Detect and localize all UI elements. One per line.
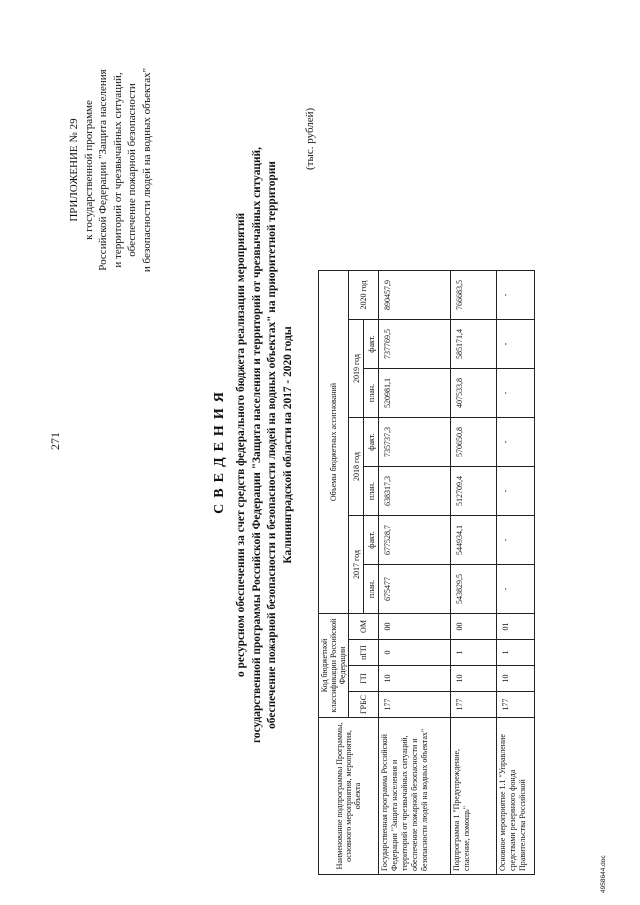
row-value: 520981,1 (379, 369, 451, 418)
row-name: Государственная программа Российской Федерации "Защита населения и территорий от чрезвычайных ситуаций, обеспечение пожарной безопасности и безопасности людей на водных объектах" (379, 718, 451, 875)
header-fact: факт. (364, 516, 379, 565)
header-year-2019: 2019 год (349, 320, 364, 418)
row-value: 737769,5 (379, 320, 451, 369)
row-code: 177 (379, 692, 451, 718)
row-code: 00 (451, 614, 497, 640)
row-name: Подпрограмма 1 "Предупреждение, спасение, помощь" (451, 718, 497, 875)
row-value: 638317,3 (379, 467, 451, 516)
header-plan: план. (364, 467, 379, 516)
table-row (379, 271, 451, 875)
appendix-line: обеспечение пожарной безопасности (126, 83, 138, 257)
subtitle-line: о ресурсном обеспечении за счет средств федерального бюджета реализации мероприятий (235, 212, 247, 678)
row-value: - (497, 418, 535, 467)
header-fact: факт. (364, 320, 379, 369)
header-plan: план. (364, 369, 379, 418)
row-value: 543829,5 (451, 565, 497, 614)
row-value: 890457,9 (379, 271, 451, 320)
appendix-line: и территорий от чрезвычайных ситуаций, (111, 72, 124, 268)
row-code: 177 (497, 692, 535, 718)
header-fact: факт. (364, 418, 379, 467)
header-year-2020: 2020 год (349, 271, 379, 320)
row-code: 00 (379, 614, 451, 640)
header-gp: ГП (349, 666, 379, 692)
row-value: 677528,7 (379, 516, 451, 565)
row-value: 585171,4 (451, 320, 497, 369)
subtitle-line: Калининградской области на 2017 - 2020 годы (281, 326, 294, 564)
row-value: - (497, 467, 535, 516)
page-number: 271 (48, 432, 62, 450)
document-title: СВЕДЕНИЯ (212, 386, 227, 514)
row-value: - (497, 271, 535, 320)
row-code: 1 (451, 640, 497, 666)
file-name-footer: 4958644.doc (600, 855, 607, 893)
appendix-line: Российской Федерации "Защита населения (97, 69, 109, 271)
appendix-block (67, 40, 154, 300)
header-grbs: ГРБС (349, 692, 379, 718)
row-code: 10 (379, 666, 451, 692)
row-value: - (497, 565, 535, 614)
header-pgp: пГП (349, 640, 379, 666)
budget-table (318, 270, 535, 875)
row-code: 1 (497, 640, 535, 666)
subtitle-line: государственной программы Российской Федерации "Защита населения и территорий от чрезвычайных ситуаций, (250, 147, 263, 743)
table-row (451, 271, 497, 875)
row-name: Основное мероприятие 1.1 "Управление средствами резервного фонда Правительства Российской (497, 718, 535, 875)
table-row (497, 271, 535, 875)
appendix-line: и безопасности людей на водных объектах" (140, 67, 153, 273)
row-value: - (497, 320, 535, 369)
row-value: 512709,4 (451, 467, 497, 516)
row-code: 01 (497, 614, 535, 640)
row-code: 0 (379, 640, 451, 666)
header-plan: план. (364, 565, 379, 614)
row-value: 735737,3 (379, 418, 451, 467)
row-code: 10 (451, 666, 497, 692)
row-code: 10 (497, 666, 535, 692)
header-volume-group: Объемы бюджетных ассигнований (319, 271, 349, 614)
header-om: ОМ (349, 614, 379, 640)
row-value: 544934,1 (451, 516, 497, 565)
row-value: 675477 (379, 565, 451, 614)
row-value: - (497, 369, 535, 418)
appendix-heading: ПРИЛОЖЕНИЕ № 29 (68, 118, 80, 222)
row-value: - (497, 516, 535, 565)
header-year-2017: 2017 год (349, 516, 364, 614)
units-label: (тыс. рублей) (304, 107, 316, 170)
row-code: 177 (451, 692, 497, 718)
subtitle-line: обеспечение пожарной безопасности и безопасности людей на водных объектах" на приоритетной территории (266, 161, 278, 729)
row-value: 766683,5 (451, 271, 497, 320)
header-year-2018: 2018 год (349, 418, 364, 516)
header-code-group: Код бюджетной классификации Российской Федерации (319, 614, 349, 718)
header-name: Наименование подпрограммы Программы, основного мероприятия, мероприятия, объекта (319, 718, 379, 875)
row-value: 407533,8 (451, 369, 497, 418)
row-value: 570650,8 (451, 418, 497, 467)
document-subtitle (234, 85, 296, 805)
header-row (319, 271, 349, 875)
appendix-line: к государственной программе (82, 100, 95, 240)
